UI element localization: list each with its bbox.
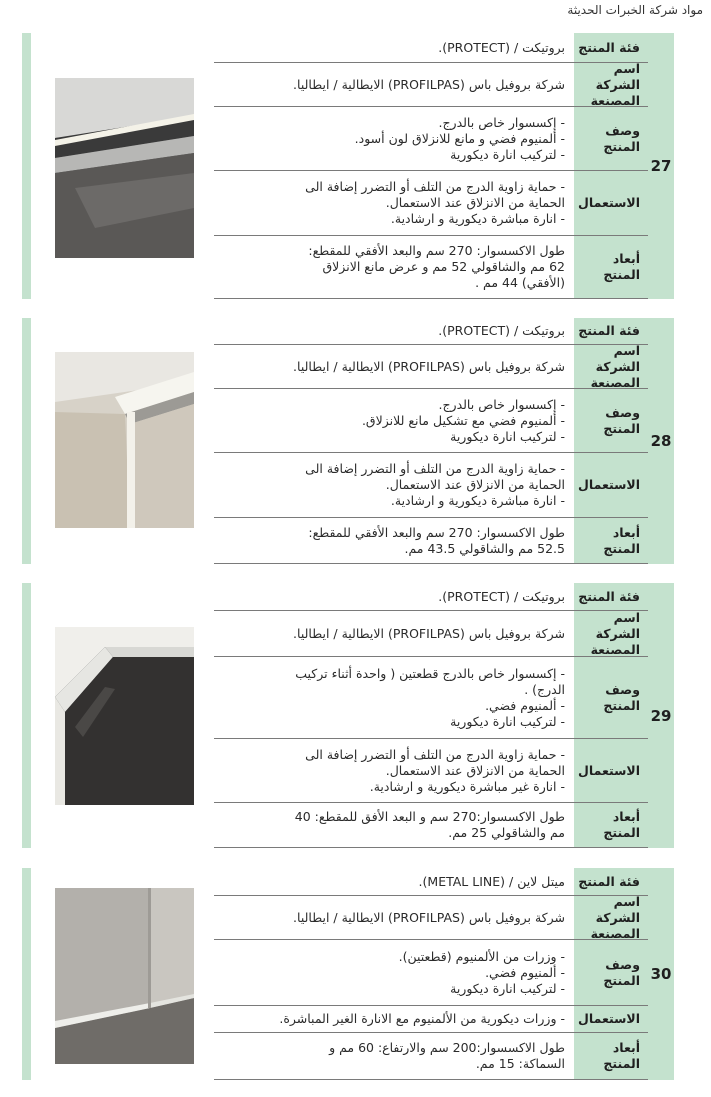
label-description: وصف المنتج (573, 940, 648, 1005)
spec-row-category (214, 868, 648, 896)
value-category: بروتيكت / (PROTECT). (438, 323, 565, 338)
value-usage: - حماية زاوية الدرج من التلف أو التضرر إضافة الى الحماية من الانزلاق عند الاستعمال. - انارة غير مباشرة ديكورية و ارشادية. (305, 746, 565, 794)
spec-row-description (214, 107, 648, 171)
value-description: - إكسسوار خاص بالدرج. - ألمنيوم فضي و مانع للانزلاق لون أسود. - لتركيب انارة ديكورية (354, 114, 565, 162)
value-description: - إكسسوار خاص بالدرج قطعتين ( واحدة أثناء تركيب الدرج) . - ألمنيوم فضي. - لتركيب انارة ديكورية (295, 665, 565, 729)
document-header: مواد شركة الخبرات الحديثة (567, 3, 703, 17)
label-maker: اسم الشركة المصنعة (573, 345, 648, 388)
value-dimensions: طول الاكسسوار:200 سم والارتفاع: 60 مم و السماكة: 15 مم. (329, 1040, 565, 1071)
product-photo-30 (55, 888, 194, 1064)
label-description: وصف المنتج (573, 107, 648, 170)
product-photo-29 (55, 627, 194, 805)
label-maker: اسم الشركة المصنعة (573, 611, 648, 656)
product-block-28 (22, 318, 674, 564)
spec-row-dimensions (214, 236, 648, 299)
label-usage: الاستعمال (573, 1006, 648, 1032)
spec-row-maker (214, 342, 648, 390)
spec-row-usage (214, 171, 648, 236)
spec-table (214, 583, 648, 848)
value-usage: - حماية زاوية الدرج من التلف أو التضرر إضافة الى الحماية من الانزلاق عند الاستعمال. - انارة مباشرة ديكورية و ارشادية. (305, 179, 565, 226)
spec-row-description (214, 389, 648, 453)
spec-row-dimensions (214, 518, 648, 564)
label-dimensions: أبعاد المنتج (573, 803, 648, 847)
spec-row-category (214, 33, 648, 63)
spec-row-usage (214, 453, 648, 518)
spec-row-category (214, 583, 648, 611)
label-usage: الاستعمال (573, 739, 648, 802)
label-description: وصف المنتج (573, 657, 648, 738)
value-maker: شركة بروفيل باس (PROFILPAS) الايطالية / ايطاليا. (293, 625, 565, 641)
value-maker: شركة بروفيل باس (PROFILPAS) الايطالية / ايطاليا. (293, 909, 565, 925)
accent-strip (22, 318, 31, 564)
value-dimensions: طول الاكسسوار: 270 سم والبعد الأفقي للمقطع: 62 مم والشاقولي 52 مم و عرض مانع الانزلاق (الأفقي) 44 مم . (308, 243, 565, 290)
value-description: - إكسسوار خاص بالدرج. - ألمنيوم فضي مع تشكيل مانع للانزلاق. - لتركيب انارة ديكورية (361, 396, 565, 444)
spec-table (214, 868, 648, 1080)
spec-table (214, 318, 648, 564)
label-dimensions: أبعاد المنتج (573, 1033, 648, 1079)
product-block-29 (22, 583, 674, 848)
label-usage: الاستعمال (573, 171, 648, 235)
label-maker: اسم الشركة المصنعة (573, 896, 648, 939)
value-description: - وزرات من الألمنيوم (قطعتين). - ألمنيوم فضي. - لتركيب انارة ديكورية (398, 948, 565, 996)
value-dimensions: طول الاكسسوار:270 سم و البعد الأفق للمقطع: 40 مم والشاقولي 25 مم. (294, 809, 565, 840)
product-number: 30 (648, 868, 674, 1080)
value-usage: - وزرات ديكورية من الألمنيوم مع الانارة الغير المباشرة. (279, 1011, 565, 1026)
spec-row-dimensions (214, 803, 648, 848)
spec-row-maker (214, 611, 648, 657)
product-block-27 (22, 33, 674, 299)
spec-table (214, 33, 648, 299)
spec-row-category (214, 318, 648, 345)
accent-strip (22, 868, 31, 1080)
spec-row-dimensions (214, 1033, 648, 1080)
value-maker: شركة بروفيل باس (PROFILPAS) الايطالية / ايطاليا. (293, 358, 565, 374)
accent-strip (22, 33, 31, 299)
product-photo-28 (55, 352, 194, 528)
accent-strip (22, 583, 31, 848)
value-usage: - حماية زاوية الدرج من التلف أو التضرر إضافة الى الحماية من الانزلاق عند الاستعمال. - انارة مباشرة ديكورية و ارشادية. (305, 461, 565, 508)
value-dimensions: طول الاكسسوار: 270 سم والبعد الأفقي للمقطع: 52.5 مم والشاقولي 43.5 مم. (308, 524, 565, 556)
label-category: فئة المنتج (573, 318, 648, 344)
spec-row-description (214, 657, 648, 739)
spec-row-description (214, 940, 648, 1006)
product-number: 29 (648, 583, 674, 848)
label-usage: الاستعمال (573, 453, 648, 517)
spec-row-usage (214, 1006, 648, 1033)
label-dimensions: أبعاد المنتج (573, 518, 648, 563)
product-number: 28 (648, 318, 674, 564)
spec-row-maker (214, 893, 648, 941)
value-maker: شركة بروفيل باس (PROFILPAS) الايطالية / ايطاليا. (293, 76, 565, 92)
label-category: فئة المنتج (573, 583, 648, 610)
label-maker: اسم الشركة المصنعة (573, 63, 648, 106)
label-description: وصف المنتج (573, 389, 648, 452)
label-dimensions: أبعاد المنتج (573, 236, 648, 298)
value-category: بروتيكت / (PROTECT). (438, 39, 565, 55)
product-block-30 (22, 868, 674, 1080)
product-photo-27 (55, 78, 194, 258)
label-category: فئة المنتج (573, 868, 648, 895)
value-category: بروتيكت / (PROTECT). (438, 588, 565, 604)
spec-row-usage (214, 739, 648, 803)
value-category: ميتل لاين / (METAL LINE). (418, 873, 565, 889)
product-number: 27 (648, 33, 674, 299)
label-category: فئة المنتج (573, 33, 648, 62)
spec-row-maker (214, 60, 648, 108)
